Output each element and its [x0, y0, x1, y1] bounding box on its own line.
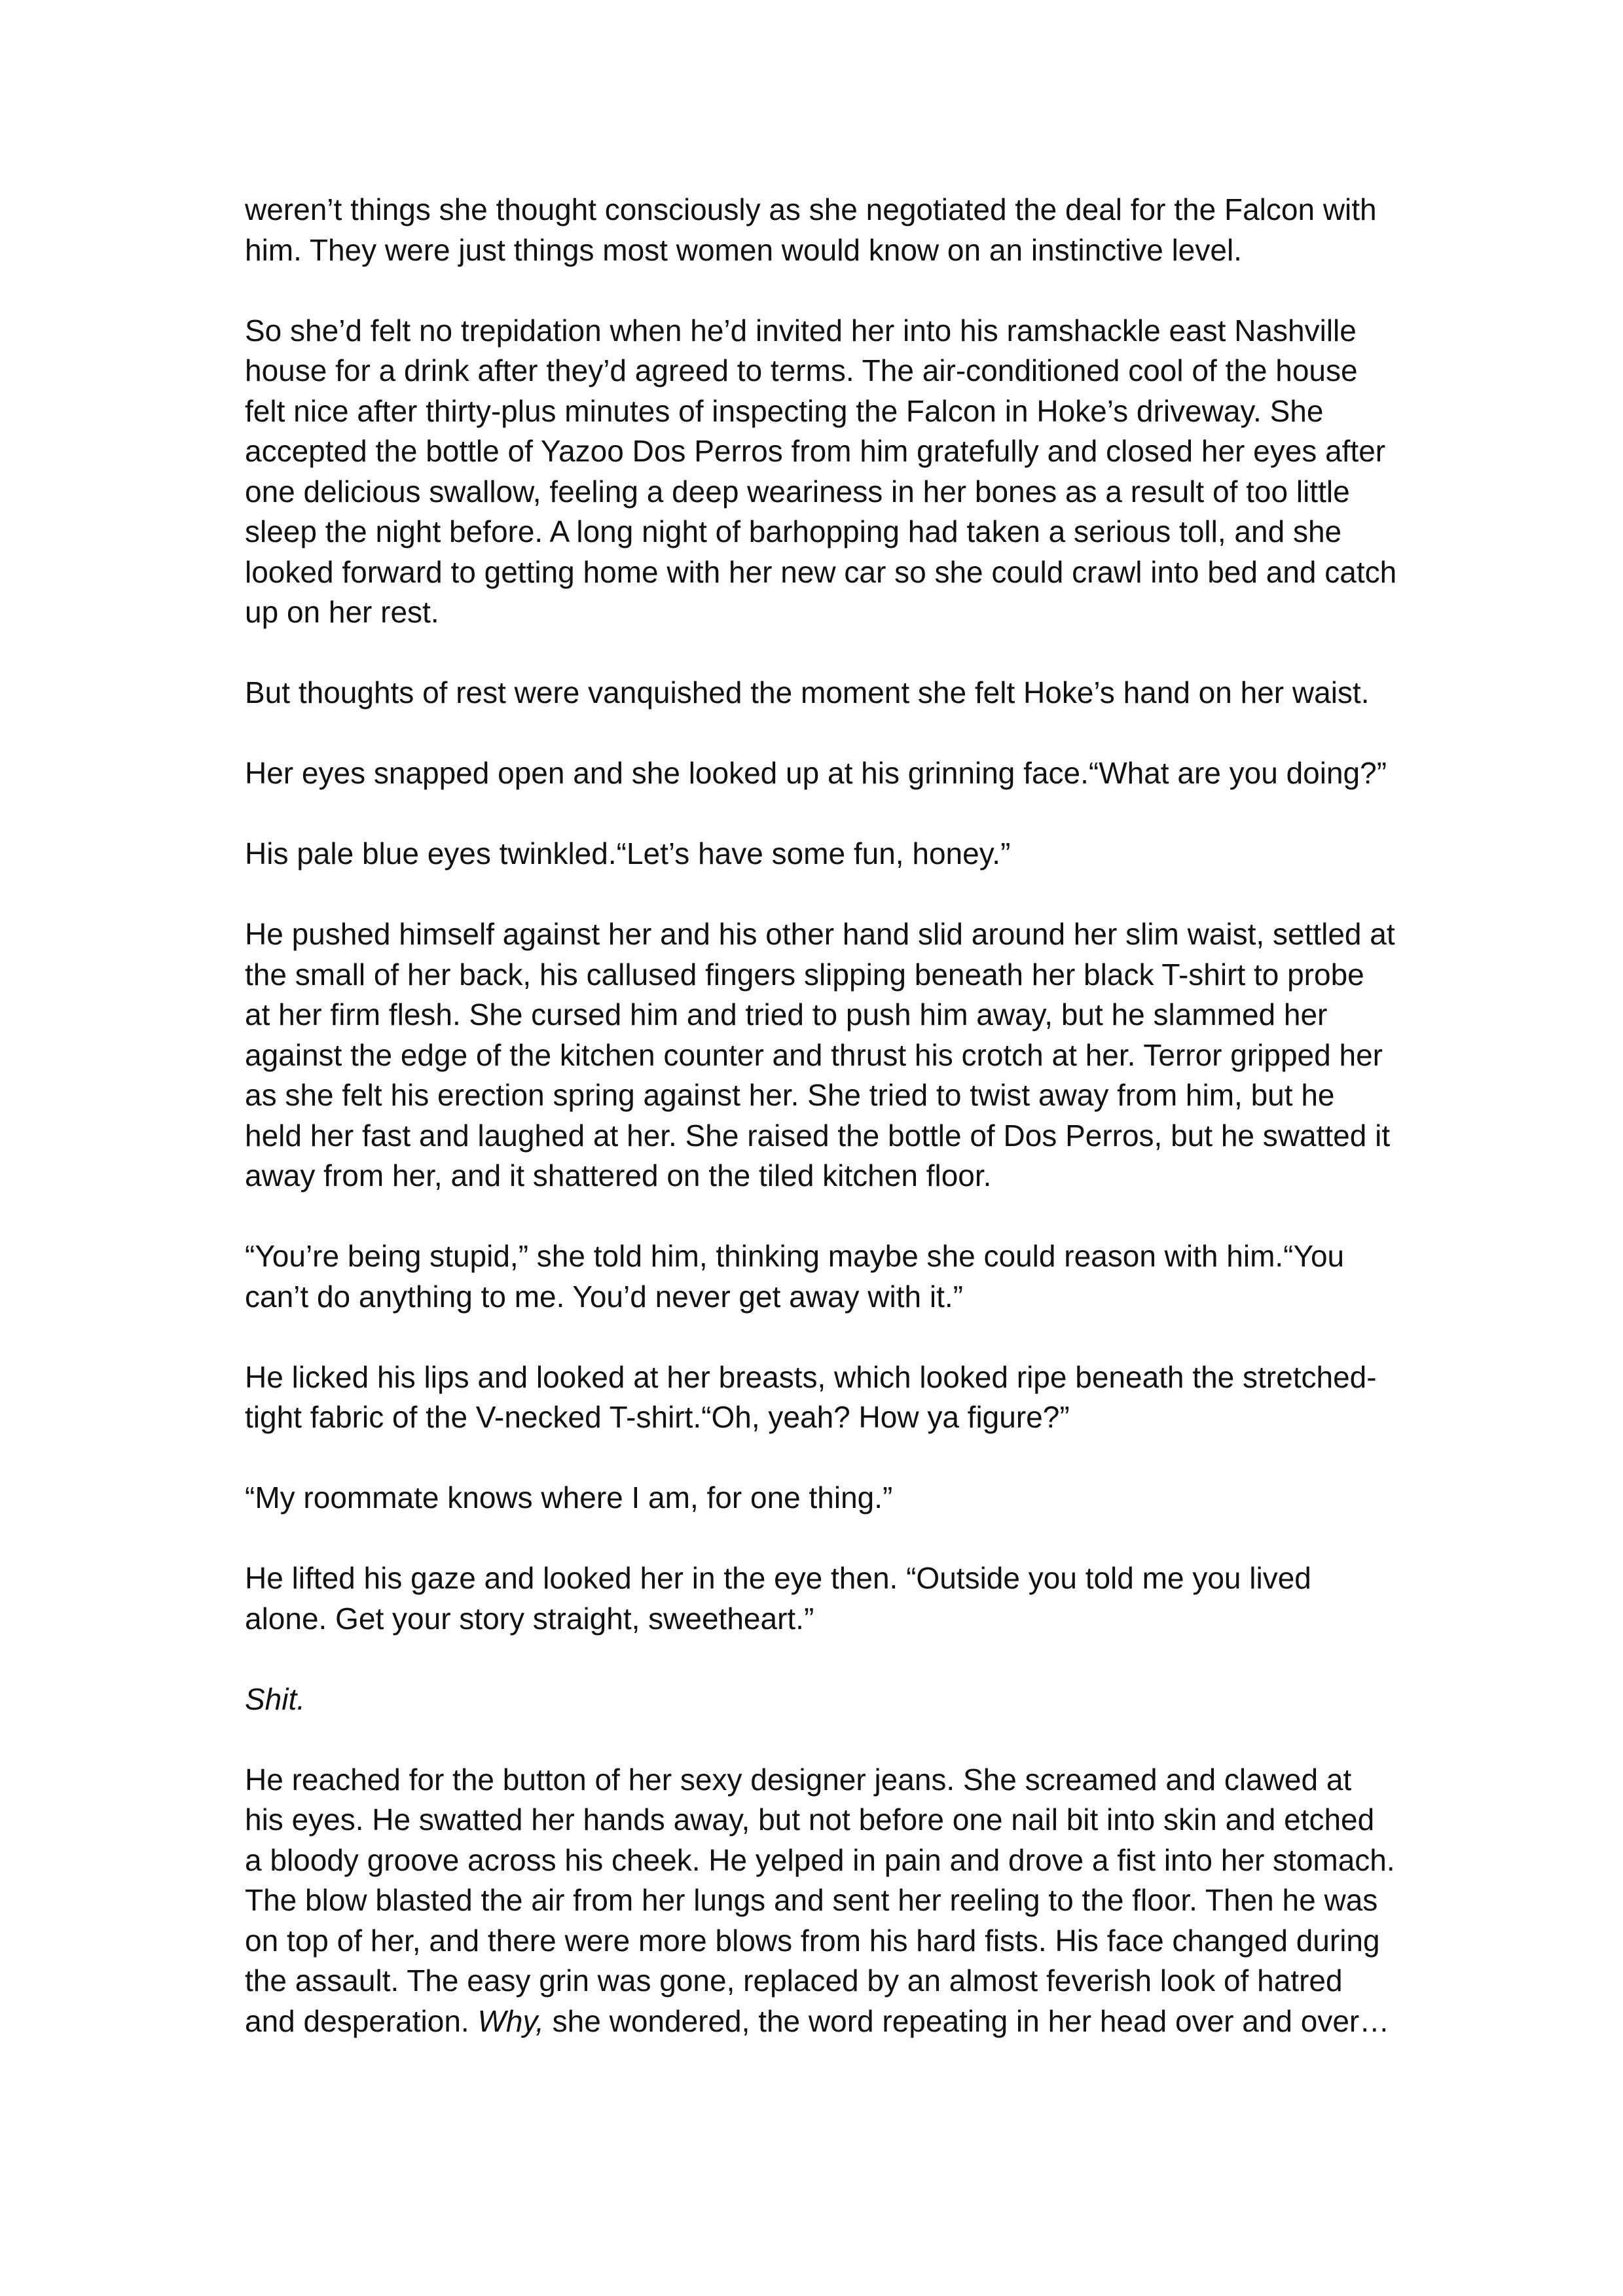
- paragraph-8: He licked his lips and looked at her breasts, which looked ripe beneath the stretched-tight fabric of the V-necked T-shirt.“Oh, yeah? How ya figure?”: [245, 1359, 1377, 1434]
- paragraph-12-before: He reached for the button of her sexy designer jeans. She screamed and clawed at his eyes. He swatted her hands away, but not before one nail bit into skin and etched a bloody groove across his cheek. He yelped in pain and drove a fist into her stomach. The blow blasted the air from her lungs and sent her reeling to the floor. Then he was on top of her, and there were more blows from his hard fists. His face changed during the assault. The easy grin was gone, replaced by an almost feverish look of hatred and desperation.: [245, 1762, 1395, 2038]
- body-text: [245, 190, 1397, 2082]
- paragraph-9: “My roommate knows where I am, for one thing.”: [245, 1480, 893, 1515]
- paragraph-12-italic: Why,: [477, 2003, 544, 2038]
- paragraph-12: [245, 1760, 1397, 2042]
- paragraph-2: So she’d felt no trepidation when he’d invited her into his ramshackle east Nashville house for a drink after they’d agreed to terms. The air-conditioned cool of the house felt nice after thirty-plus minutes of inspecting the Falcon in Hoke’s driveway. She accepted the bottle of Yazoo Dos Perros from him gratefully and closed her eyes after one delicious swallow, feeling a deep weariness in her bones as a result of too little sleep the night before. A long night of barhopping had taken a serious toll, and she looked forward to getting home with her new car so she could crawl into bed and catch up on her rest.: [245, 313, 1397, 629]
- paragraph-4: Her eyes snapped open and she looked up at his grinning face.“What are you doing?”: [245, 756, 1387, 790]
- paragraph-12-after: she wondered, the word repeating in her head over and over…: [543, 2003, 1390, 2038]
- paragraph-3: But thoughts of rest were vanquished the moment she felt Hoke’s hand on her waist.: [245, 675, 1370, 709]
- paragraph-5: His pale blue eyes twinkled.“Let’s have some fun, honey.”: [245, 836, 1011, 870]
- paragraph-11: [245, 1679, 1397, 1720]
- paragraph-6: He pushed himself against her and his other hand slid around her slim waist, settled at the small of her back, his callused fingers slipping beneath her black T-shirt to probe at her firm flesh. She cursed him and tried to push him away, but he slammed her against the edge of the kitchen counter and thrust his crotch at her. Terror gripped her as she felt his erection spring against her. She tried to twist away from him, but he held her fast and laughed at her. She raised the bottle of Dos Perros, but he swatted it away from her, and it shattered on the tiled kitchen floor.: [245, 917, 1395, 1193]
- paragraph-1: weren’t things she thought consciously as she negotiated the deal for the Falcon with him. They were just things most women would know on an instinctive level.: [245, 192, 1377, 267]
- paragraph-10: He lifted his gaze and looked her in the eye then. “Outside you told me you lived alone. Get your story straight, sweetheart.”: [245, 1561, 1311, 1636]
- paragraph-11-italic: Shit.: [245, 1681, 306, 1716]
- paragraph-7: “You’re being stupid,” she told him, thinking maybe she could reason with him.“You can’t do anything to me. You’d never get away with it.”: [245, 1239, 1345, 1314]
